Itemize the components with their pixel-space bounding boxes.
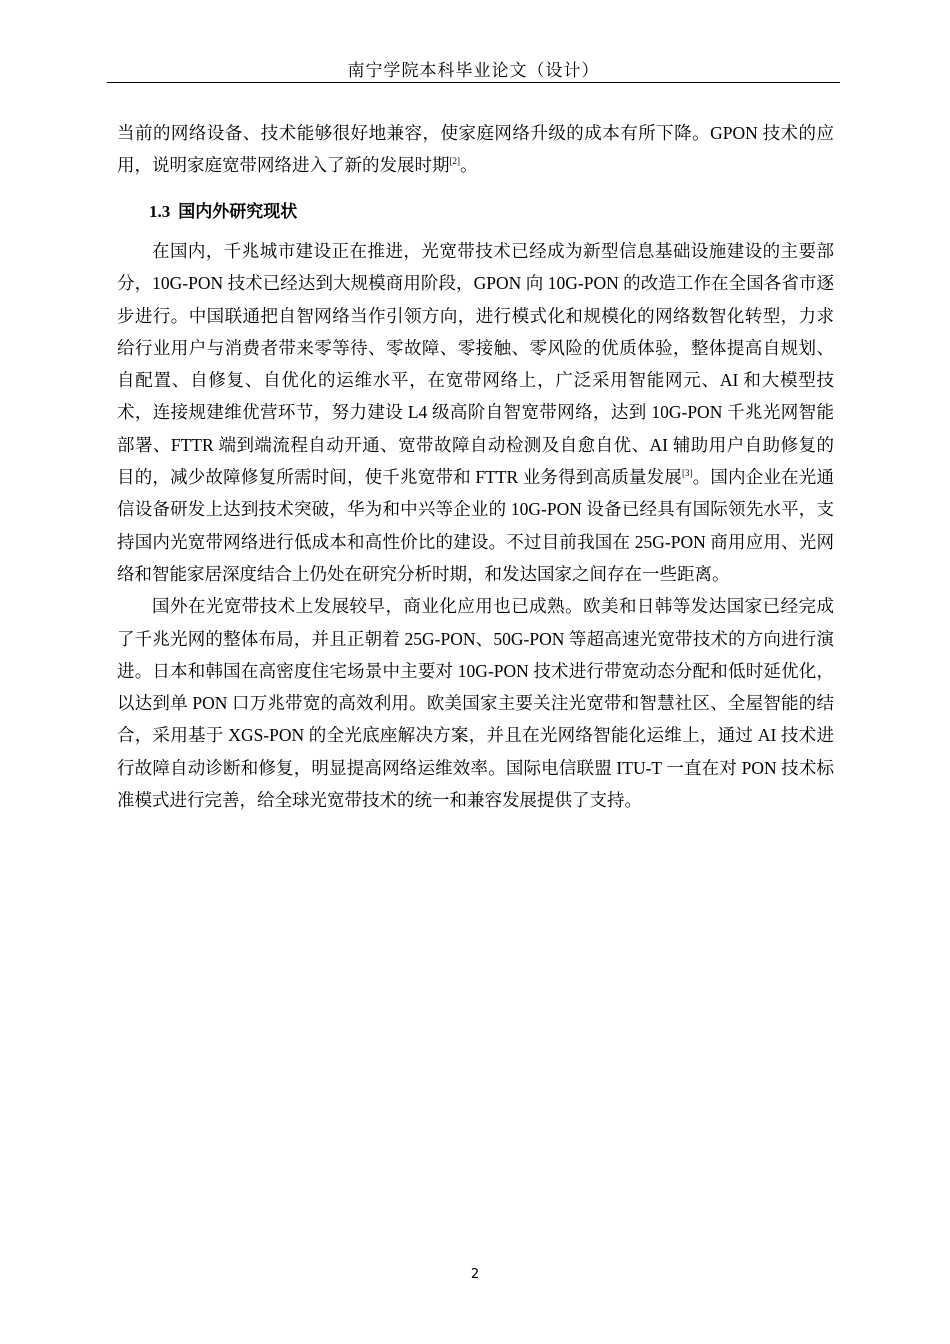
intro-paragraph	[117, 117, 834, 182]
domestic-text: 在国内，千兆城市建设正在推进，光宽带技术已经成为新型信息基础设施建设的主要部分，10G-PON 技术已经达到大规模商用阶段，GPON 向 10G-PON 的改造工作在全国各省市逐步进行。中国联通把自智网络当作引领方向，进行模式化和规模化的网络数智化转型，力求给行业用户与消费者带来零等待、零故障、零接触、零风险的优质体验，整体提高自规划、自配置、自修复、自优化的运维水平，在宽带网络上，广泛采用智能网元、AI 和大模型技术，连接规建维优营环节，努力建设 L4 级高阶自智宽带网络，达到 10G-PON 千兆光网智能部署、FTTR 端到端流程自动开通、宽带故障自动检测及自愈自优、AI 辅助用户自助修复的目的，减少故障修复所需时间，使千兆宽带和 FTTR 业务得到高质量发展	[117, 241, 834, 488]
foreign-paragraph	[117, 590, 834, 816]
intro-text: 当前的网络设备、技术能够很好地兼容，使家庭网络升级的成本有所下降。GPON 技术的应用，说明家庭宽带网络进入了新的发展时期	[117, 123, 834, 176]
header-divider	[107, 82, 840, 83]
page-number: 2	[470, 1267, 480, 1282]
intro-paragraph-text	[117, 117, 834, 182]
page-header-title: 南宁学院本科毕业论文（设计）	[347, 61, 600, 80]
citation-2[interactable]: [2]	[449, 156, 460, 167]
domestic-paragraph	[117, 235, 834, 590]
citation-3[interactable]: [3]	[681, 468, 693, 479]
section-title: 国内外研究现状	[178, 202, 298, 222]
section-body	[117, 235, 834, 816]
foreign-text: 国外在光宽带技术上发展较早，商业化应用也已成熟。欧美和日韩等发达国家已经完成了千兆光网的整体布局，并且正朝着 25G-PON、50G-PON 等超高速光宽带技术的方向进行演进。日本和韩国在高密度住宅场景中主要对 10G-PON 技术进行带宽动态分配和低时延优化，以达到单 PON 口万兆带宽的高效利用。欧美国家主要关注光宽带和智慧社区、全屋智能的结合，采用基于 XGS-PON 的全光底座解决方案，并且在光网络智能化运维上，通过 AI 技术进行故障自动诊断和修复，明显提高网络运维效率。国际电信联盟 ITU-T 一直在对 PON 技术标准模式进行完善，给全球光宽带技术的统一和兼容发展提供了支持。	[117, 596, 834, 811]
domestic-text-end: 。国内企业在光通信设备研发上达到技术突破，华为和中兴等企业的 10G-PON 设备已经具有国际领先水平，支持国内光宽带网络进行低成本和高性价比的建设。不过目前我国在 25G-PON 商用应用、光网络和智能家居深度结合上仍处在研究分析时期，和发达国家之间存在一些距离。	[117, 467, 834, 584]
section-number: 1.3	[149, 202, 171, 221]
intro-text-end: 。	[460, 155, 478, 176]
section-heading	[149, 198, 297, 226]
